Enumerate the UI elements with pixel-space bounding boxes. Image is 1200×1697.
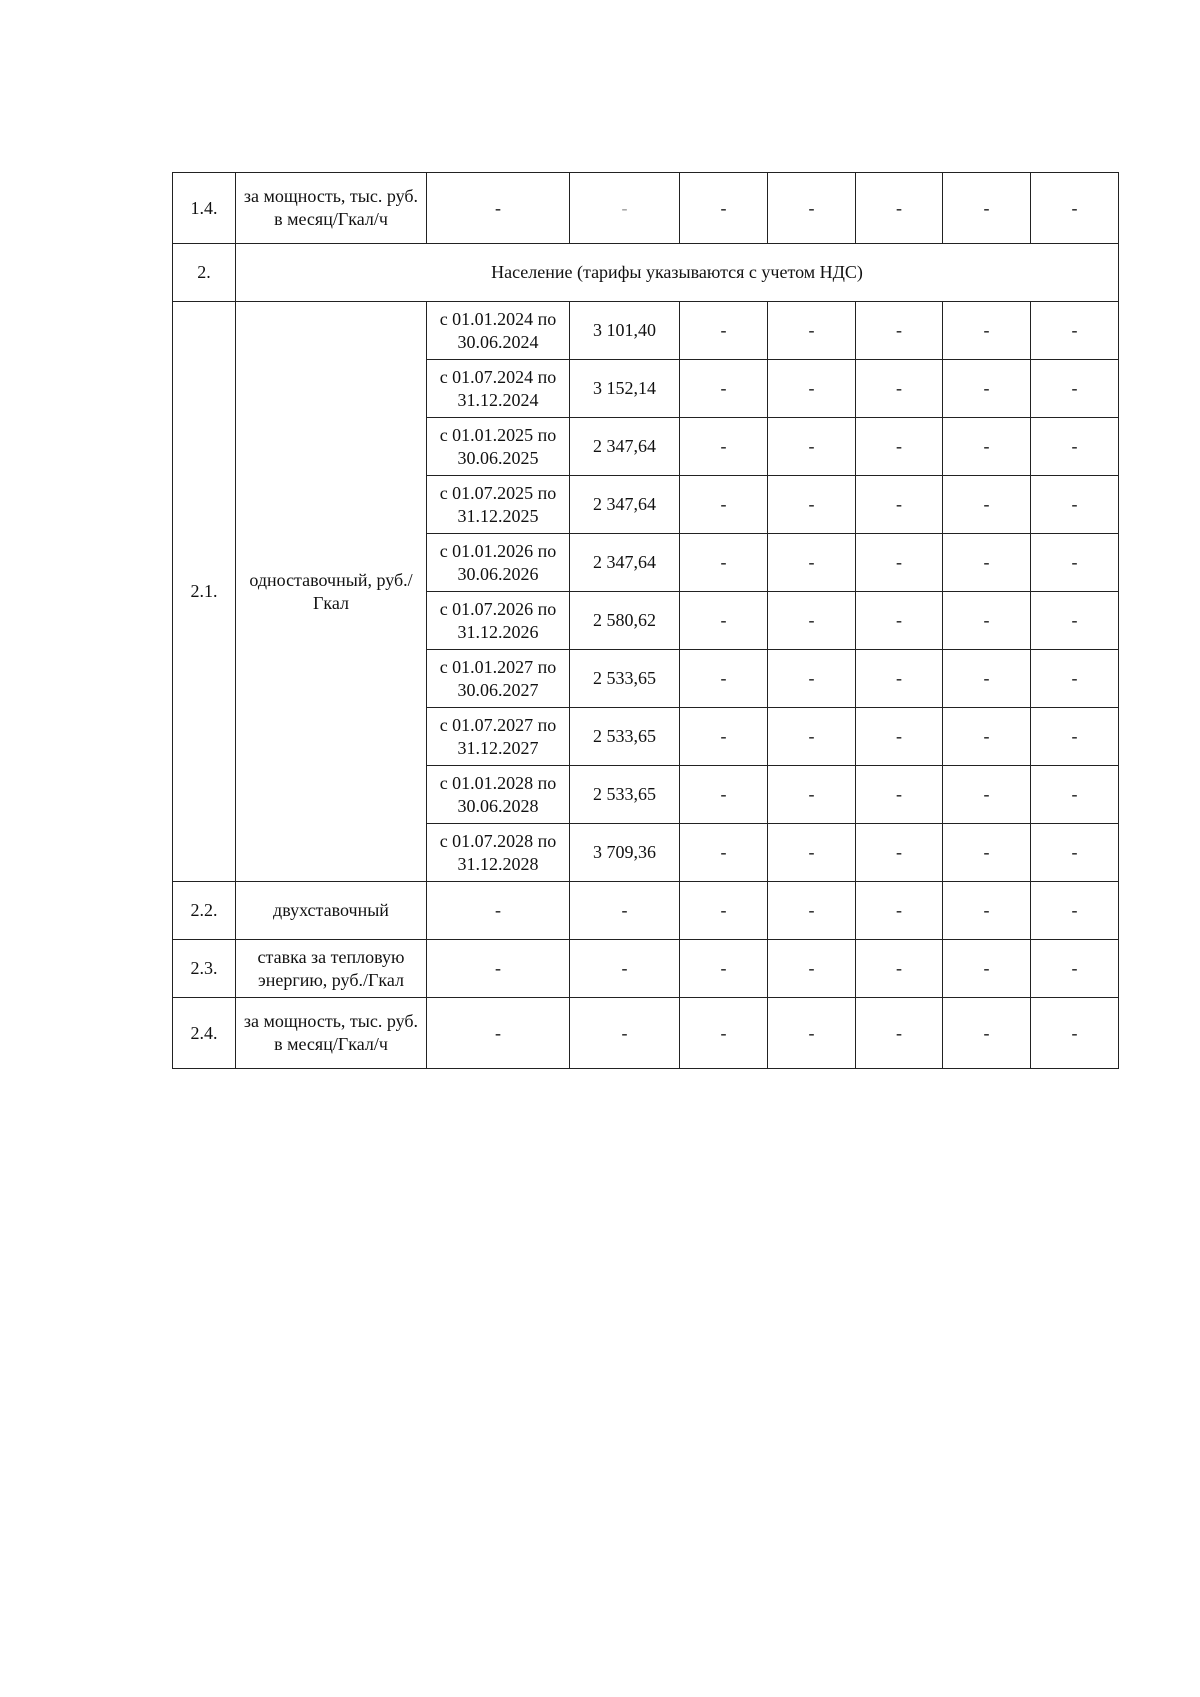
table-cell: - — [768, 766, 856, 824]
table-row — [173, 940, 1119, 998]
period-cell: с 01.01.2024 по 30.06.2024 — [427, 302, 570, 360]
table-cell: - — [680, 534, 768, 592]
table-cell: - — [768, 360, 856, 418]
table-cell: - — [856, 766, 943, 824]
table-cell: - — [856, 882, 943, 940]
table-cell: - — [943, 882, 1031, 940]
table-cell: - — [1031, 360, 1119, 418]
table-cell: - — [943, 173, 1031, 244]
tariff-value: 2 533,65 — [570, 766, 680, 824]
table-cell: - — [680, 418, 768, 476]
table-cell: - — [570, 173, 680, 244]
table-cell: - — [570, 882, 680, 940]
period-cell: с 01.07.2027 по 31.12.2027 — [427, 708, 570, 766]
tariff-value: 3 152,14 — [570, 360, 680, 418]
table-cell: - — [1031, 418, 1119, 476]
table-cell: - — [856, 534, 943, 592]
table-cell: - — [680, 882, 768, 940]
table-cell: - — [943, 824, 1031, 882]
table-cell: - — [1031, 592, 1119, 650]
tariff-value: 2 347,64 — [570, 418, 680, 476]
table-row — [173, 173, 1119, 244]
table-cell: - — [1031, 476, 1119, 534]
row-number: 2.3. — [173, 940, 236, 998]
tariff-value: 2 533,65 — [570, 708, 680, 766]
table-cell: - — [1031, 534, 1119, 592]
table-cell: - — [856, 940, 943, 998]
tariff-value: 3 709,36 — [570, 824, 680, 882]
table-cell: - — [943, 302, 1031, 360]
table-cell: - — [943, 534, 1031, 592]
tariff-value: 2 533,65 — [570, 650, 680, 708]
section-number: 2. — [173, 244, 236, 302]
table-cell: - — [427, 940, 570, 998]
table-cell: - — [768, 476, 856, 534]
table-cell: - — [680, 708, 768, 766]
row-name: за мощность, тыс. руб. в месяц/Гкал/ч — [236, 173, 427, 244]
table-cell: - — [943, 998, 1031, 1069]
table-cell: - — [856, 650, 943, 708]
table-cell: - — [768, 824, 856, 882]
table-cell: - — [768, 650, 856, 708]
table-cell: - — [943, 708, 1031, 766]
period-cell: с 01.07.2026 по 31.12.2026 — [427, 592, 570, 650]
table-cell: - — [680, 940, 768, 998]
row-name: одноставочный, руб./Гкал — [236, 302, 427, 882]
table-cell: - — [680, 824, 768, 882]
table-cell: - — [427, 998, 570, 1069]
row-number: 2.4. — [173, 998, 236, 1069]
table-cell: - — [943, 418, 1031, 476]
tariff-table — [172, 172, 1119, 1069]
row-number: 2.2. — [173, 882, 236, 940]
table-cell: - — [427, 173, 570, 244]
table-cell: - — [680, 766, 768, 824]
table-cell: - — [768, 708, 856, 766]
period-cell: с 01.01.2028 по 30.06.2028 — [427, 766, 570, 824]
table-cell: - — [1031, 173, 1119, 244]
tariff-value: 3 101,40 — [570, 302, 680, 360]
tariff-value: 2 347,64 — [570, 476, 680, 534]
table-cell: - — [943, 592, 1031, 650]
table-cell: - — [856, 592, 943, 650]
table-cell: - — [768, 173, 856, 244]
table-cell: - — [856, 708, 943, 766]
row-number: 2.1. — [173, 302, 236, 882]
table-cell: - — [1031, 650, 1119, 708]
table-cell: - — [680, 998, 768, 1069]
table-cell: - — [943, 940, 1031, 998]
table-cell: - — [680, 173, 768, 244]
row-name: за мощность, тыс. руб. в месяц/Гкал/ч — [236, 998, 427, 1069]
table-cell: - — [768, 940, 856, 998]
section-title: Население (тарифы указываются с учетом НДС) — [236, 244, 1119, 302]
table-cell: - — [427, 882, 570, 940]
table-cell: - — [570, 998, 680, 1069]
table-cell: - — [943, 766, 1031, 824]
section-row — [173, 244, 1119, 302]
period-cell: с 01.01.2027 по 30.06.2027 — [427, 650, 570, 708]
table-cell: - — [856, 360, 943, 418]
table-cell: - — [1031, 708, 1119, 766]
table-cell: - — [943, 360, 1031, 418]
table-cell: - — [856, 476, 943, 534]
table-cell: - — [856, 302, 943, 360]
table-cell: - — [680, 592, 768, 650]
period-cell: с 01.07.2024 по 31.12.2024 — [427, 360, 570, 418]
period-cell: с 01.01.2025 по 30.06.2025 — [427, 418, 570, 476]
table-cell: - — [943, 476, 1031, 534]
table-row — [173, 998, 1119, 1069]
table-cell: - — [570, 940, 680, 998]
row-name: двухставочный — [236, 882, 427, 940]
period-cell: с 01.07.2025 по 31.12.2025 — [427, 476, 570, 534]
row-number: 1.4. — [173, 173, 236, 244]
table-cell: - — [680, 650, 768, 708]
table-cell: - — [856, 998, 943, 1069]
table-cell: - — [768, 534, 856, 592]
tariff-value: 2 580,62 — [570, 592, 680, 650]
table-row — [173, 882, 1119, 940]
table-cell: - — [1031, 940, 1119, 998]
table-cell: - — [768, 418, 856, 476]
table-cell: - — [1031, 998, 1119, 1069]
table-cell: - — [768, 302, 856, 360]
table-cell: - — [680, 476, 768, 534]
period-cell: с 01.07.2028 по 31.12.2028 — [427, 824, 570, 882]
table-cell: - — [680, 302, 768, 360]
row-name: ставка за тепловую энергию, руб./Гкал — [236, 940, 427, 998]
table-cell: - — [1031, 766, 1119, 824]
table-cell: - — [856, 418, 943, 476]
table-cell: - — [1031, 824, 1119, 882]
table-cell: - — [1031, 302, 1119, 360]
table-cell: - — [1031, 882, 1119, 940]
table-cell: - — [768, 592, 856, 650]
table-cell: - — [768, 882, 856, 940]
table-row — [173, 302, 1119, 360]
table-cell: - — [768, 998, 856, 1069]
tariff-value: 2 347,64 — [570, 534, 680, 592]
table-cell: - — [680, 360, 768, 418]
period-cell: с 01.01.2026 по 30.06.2026 — [427, 534, 570, 592]
table-cell: - — [943, 650, 1031, 708]
table-cell: - — [856, 824, 943, 882]
table-cell: - — [856, 173, 943, 244]
